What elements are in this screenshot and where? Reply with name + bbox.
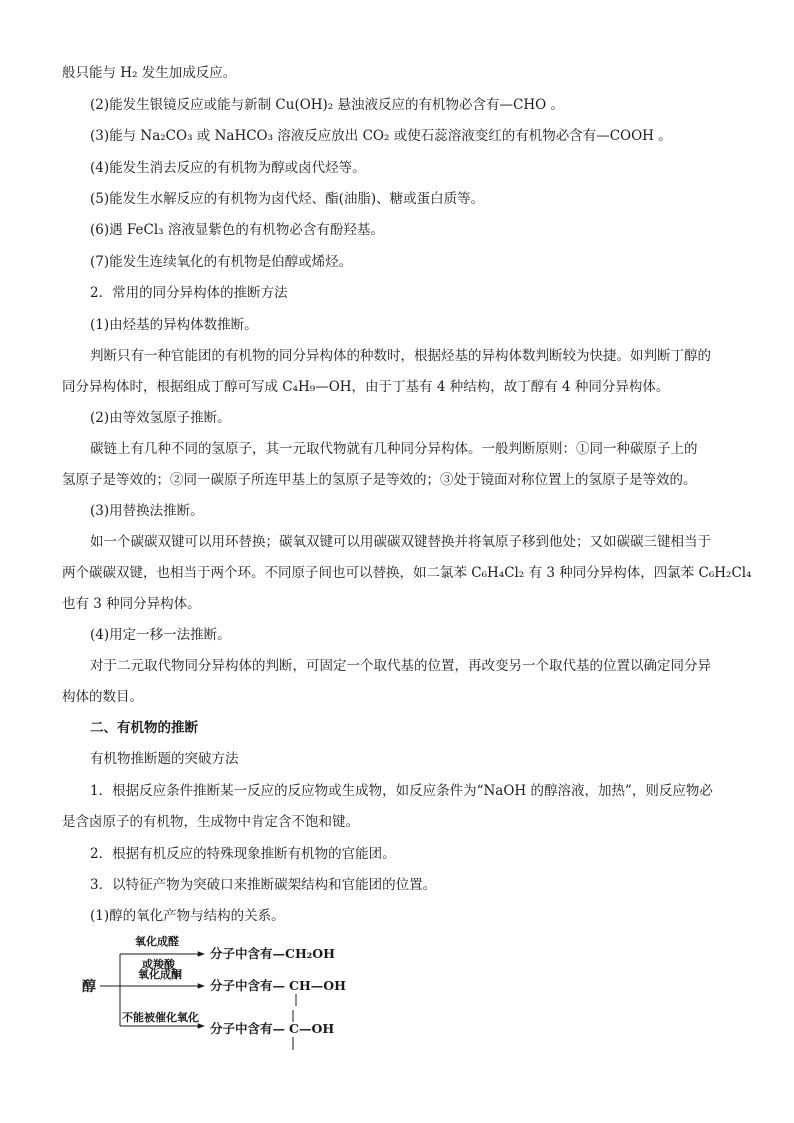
section-heading: 2．常用的同分异构体的推断方法 [90,285,288,301]
text-line: (7)能发生连续氧化的有机物是伯醇或烯烃。 [90,254,353,270]
text-line: 氢原子是等效的；②同一碳原子所连甲基上的氢原子是等效的；③处于镜面对称位置上的氢原子是等效的。 [62,472,697,488]
text-line: 碳链上有几种不同的氢原子，其一元取代物就有几种同分异构体。一般判断原则：①同一种碳原子上的 [90,441,698,457]
diagram-source-label: 醇 [82,979,96,995]
branch2-label: 氧化成酮 [138,968,182,981]
branch1-result: 分子中含有—CH₂OH [210,946,335,961]
text-line: 如一个碳碳双键可以用环替换；碳氧双键可以用碳碳双键替换并将氧原子移到他处；又如碳碳三键相当于 [90,534,711,550]
text-line: 两个碳碳双键，也相当于两个环。不同原子间也可以替换，如二氯苯 C₆H₄Cl₂ 有 3 种同分异构体，四氯苯 C₆H₂Cl₄ [62,565,752,581]
text-line: (5)能发生水解反应的有机物为卤代烃、酯(油脂)、糖或蛋白质等。 [90,191,485,207]
alcohol-oxidation-diagram [80,928,380,1060]
text-line: (1)醇的氧化产物与结构的关系。 [90,908,285,924]
text-line: (1)由烃基的异构体数推断。 [90,317,258,333]
text-line: 3．以特征产物为突破口来推断碳架结构和官能团的位置。 [90,877,437,893]
text-line: (2)由等效氢原子推断。 [90,410,231,426]
text-line: 有机物推断题的突破方法 [90,751,239,767]
branch1-label-a: 氧化成醛 [135,935,179,948]
text-line: 构体的数目。 [62,689,143,705]
text-line: 般只能与 H₂ 发生加成反应。 [62,65,237,81]
branch3-result-group: C—OH [289,1021,335,1036]
branch2-result-group: CH—OH [289,978,346,993]
branch1-label-b: 或羧酸 [142,958,175,971]
text-line: 同分异构体时，根据组成丁醇可写成 C₄H₉—OH，由于丁基有 4 种结构，故丁醇有 4 种同分异构体。 [62,379,670,395]
text-line: (3)能与 Na₂CO₃ 或 NaHCO₃ 溶液反应放出 CO₂ 或使石蕊溶液变红的有机物必含有—COOH 。 [90,128,672,144]
text-line: (4)能发生消去反应的有机物为醇或卤代烃等。 [90,160,366,176]
branch2-result-prefix: 分子中含有— [210,978,286,993]
text-line: 判断只有一种官能团的有机物的同分异构体的种数时，根据烃基的异构体数判断较为快捷。如判断丁醇的 [90,348,711,364]
section-heading-bold: 二、有机物的推断 [90,720,198,736]
text-line: (6)遇 FeCl₃ 溶液显紫色的有机物必含有酚羟基。 [90,222,384,238]
text-line: 也有 3 种同分异构体。 [62,596,201,612]
branch3-result-prefix: 分子中含有— [210,1021,286,1036]
text-line: (2)能发生银镜反应或能与新制 Cu(OH)₂ 悬浊液反应的有机物必含有—CHO 。 [90,97,564,113]
text-line: (3)用替换法推断。 [90,503,204,519]
text-line: (4)用定一移一法推断。 [90,627,231,643]
text-line: 2．根据有机反应的特殊现象推断有机物的官能团。 [90,846,396,862]
branch3-label: 不能被催化氧化 [122,1011,199,1024]
text-line: 1．根据反应条件推断某一反应的反应物或生成物，如反应条件为“NaOH 的醇溶液，加热”，则反应物必 [90,783,713,799]
text-line: 对于二元取代物同分异构体的判断，可固定一个取代基的位置，再改变另一个取代基的位置以确定同分异 [90,658,711,674]
text-line: 是含卤原子的有机物，生成物中肯定含不饱和键。 [62,814,359,830]
